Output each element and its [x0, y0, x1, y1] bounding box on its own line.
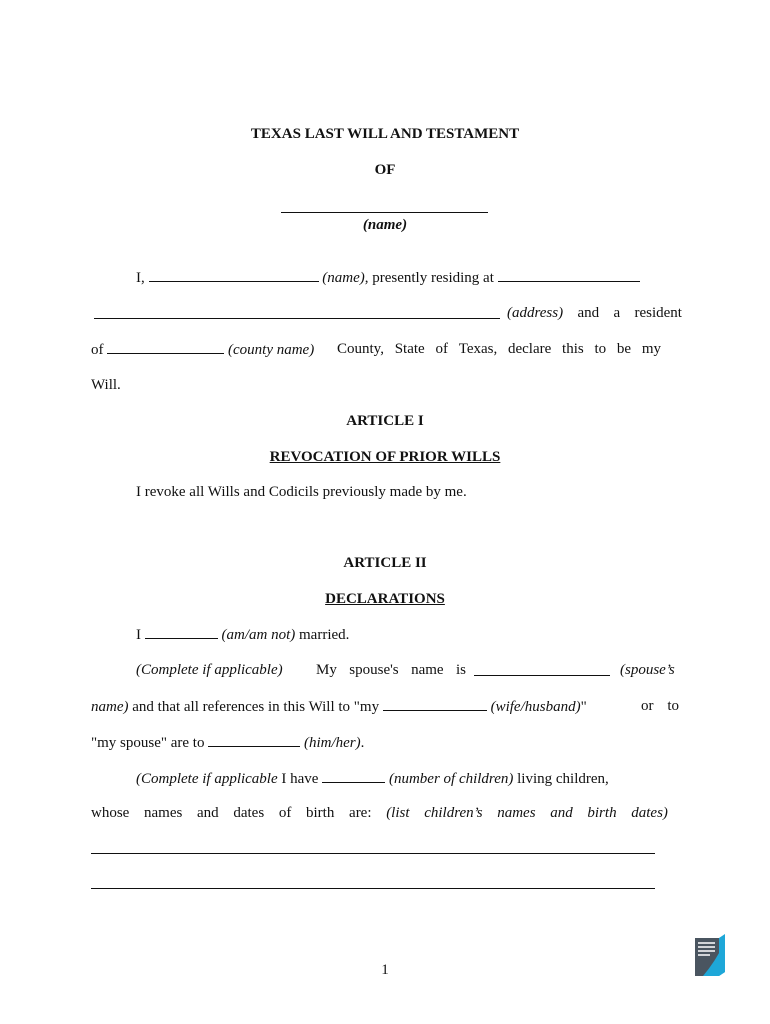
- article-1-heading: ARTICLE I: [346, 413, 424, 429]
- children-list-blank-2[interactable]: [91, 888, 655, 889]
- word-or: or: [641, 698, 654, 714]
- my-spouse-text: "my spouse" are to: [91, 735, 205, 751]
- document-of: OF: [374, 162, 396, 178]
- intro-name-hint: (name): [322, 270, 365, 286]
- whose-word-1: whose: [91, 805, 130, 821]
- wife-quote: ": [580, 699, 587, 715]
- whose-hint-6: dates): [631, 805, 668, 821]
- children-complete: (Complete if applicable: [136, 771, 278, 787]
- spouse-name-blank[interactable]: [474, 675, 610, 676]
- intro-line-1: [136, 268, 640, 287]
- page-number: 1: [381, 962, 389, 978]
- intro-declare-word: declare: [507, 341, 552, 357]
- children-hint: (number of children): [388, 771, 514, 787]
- spouse-word-is: is: [455, 662, 466, 678]
- intro-will: Will.: [91, 377, 121, 393]
- intro-my-word: my: [641, 341, 661, 357]
- whose-hint-3: names: [497, 805, 536, 821]
- children-count-blank[interactable]: [322, 769, 385, 783]
- whose-word-2: names: [144, 805, 183, 821]
- whose-word-4: dates: [233, 805, 265, 821]
- wife-hint: (wife/husband): [490, 699, 581, 715]
- article-2-subheading: DECLARATIONS: [325, 591, 445, 607]
- him-her-blank[interactable]: [208, 733, 300, 747]
- intro-line-3-left: [91, 340, 314, 359]
- children-line-1: [136, 769, 609, 788]
- intro-address-blank-1[interactable]: [498, 268, 640, 282]
- intro-county-word: County,: [337, 341, 384, 357]
- wife-husband-blank[interactable]: [383, 697, 487, 711]
- intro-name-blank[interactable]: [149, 268, 319, 282]
- whose-word-5: of: [278, 805, 292, 821]
- article-1-subheading: REVOCATION OF PRIOR WILLS: [269, 449, 501, 465]
- whose-word-7: are:: [349, 805, 372, 821]
- him-her-hint: (him/her): [303, 735, 361, 751]
- married-i: I: [136, 627, 141, 643]
- married-line: [136, 625, 349, 644]
- name-caption: (name): [362, 217, 408, 233]
- spouse-line-3: [91, 733, 364, 752]
- intro-address-hint: (address): [507, 305, 564, 321]
- testator-name-blank[interactable]: [281, 212, 488, 213]
- intro-i: I,: [136, 270, 145, 286]
- whose-hint-2: children’s: [424, 805, 483, 821]
- spouse-refs: and that all references in this Will to "my: [132, 699, 380, 715]
- or-to-words: [641, 697, 679, 715]
- intro-state-word: State: [394, 341, 425, 357]
- document-pen-icon: [693, 932, 727, 980]
- intro-word-resident: resident: [634, 305, 682, 321]
- children-line-2: [91, 804, 668, 822]
- children-list-blank-1[interactable]: [91, 853, 655, 854]
- intro-word-and: and: [577, 305, 600, 321]
- intro-county-hint: (county name): [228, 342, 315, 358]
- whose-hint-4: and: [550, 805, 573, 821]
- whose-word-3: and: [197, 805, 219, 821]
- intro-of-word: of: [435, 341, 448, 357]
- intro-address-blank-2[interactable]: [94, 318, 500, 319]
- intro-word-a: a: [613, 305, 621, 321]
- married-blank[interactable]: [145, 625, 218, 639]
- him-her-period: .: [360, 735, 365, 751]
- intro-to-word: to: [594, 341, 607, 357]
- married-rest: married.: [299, 627, 350, 643]
- spouse-line-2: [91, 697, 587, 716]
- spouse-word-spouses: spouse's: [349, 662, 399, 678]
- intro-texas-word: Texas,: [458, 341, 498, 357]
- intro-line-3-right: [337, 340, 661, 358]
- intro-line-2: [507, 304, 682, 322]
- article-2-heading: ARTICLE II: [343, 555, 427, 571]
- whose-hint-1: (list: [386, 805, 410, 821]
- married-hint: (am/am not): [221, 627, 296, 643]
- word-to: to: [667, 698, 679, 714]
- intro-residing: , presently residing at: [364, 270, 494, 286]
- document-title: TEXAS LAST WILL AND TESTAMENT: [250, 126, 520, 142]
- intro-this-word: this: [562, 341, 584, 357]
- spouse-word-my: My: [316, 662, 337, 678]
- spouse-words: [316, 661, 466, 679]
- whose-word-6: birth: [306, 805, 335, 821]
- spouse-hint-start: (spouse’s: [620, 662, 675, 678]
- children-rest: living children,: [517, 771, 609, 787]
- article-1-text: I revoke all Wills and Codicils previously made by me.: [136, 484, 467, 500]
- whose-hint-5: birth: [587, 805, 617, 821]
- spouse-complete: (Complete if applicable): [136, 662, 283, 678]
- children-have: I have: [281, 771, 319, 787]
- intro-of: of: [91, 342, 104, 358]
- spouse-word-name: name: [411, 662, 444, 678]
- intro-be-word: be: [616, 341, 632, 357]
- spouse-hint-end: name): [91, 699, 129, 715]
- intro-county-blank[interactable]: [107, 340, 224, 354]
